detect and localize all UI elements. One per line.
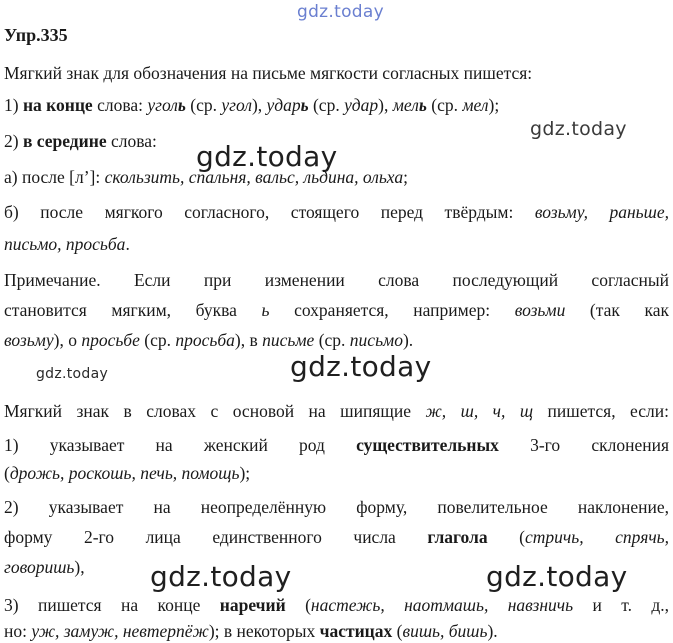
watermark: gdz.today <box>486 560 628 593</box>
rule2-item3-line1: 3) пишется на конце наречий (настежь, наотмашь, навзничь и т. д., <box>4 595 669 615</box>
rule1-item2b-line1: б) после мягкого согласного, стоящего перед твёрдым: возьму, раньше, <box>4 202 669 222</box>
rule2-item2-line1: 2) указывает на неопределённую форму, повелительное наклонение, <box>4 497 669 517</box>
rule2-item2-line2: форму 2-го лица единственного числа глагола (стричь, спрячь, <box>4 527 670 547</box>
watermark: gdz.today <box>36 366 109 382</box>
rule2-item1-line2: (дрожь, роскошь, печь, помощь); <box>4 463 251 483</box>
rule1-item1: 1) на конце слова: уголь (ср. угол), ударь (ср. удар), мель (ср. мел); <box>4 95 500 115</box>
rule2-item3-line2: но: уж, замуж, невтерпёж); в некоторых частицах (вишь, бишь). <box>4 621 498 641</box>
note-line2: становится мягким, буква ь сохраняется, например: возьми (так как <box>4 300 669 320</box>
rule2-intro: Мягкий знак в словах с основой на шипящие ж, ш, ч, щ пишется, если: <box>4 401 669 421</box>
watermark: gdz.today <box>150 560 292 593</box>
note-line1: Примечание. Если при изменении слова последующий согласный <box>4 270 669 290</box>
watermark: gdz.today <box>290 350 432 383</box>
rule1-item2b-line2: письмо, просьба. <box>4 234 130 254</box>
rule1-item2: 2) в середине слова: <box>4 131 157 151</box>
note-line3: возьму), о просьбе (ср. просьба), в письме (ср. письмо). <box>4 330 414 350</box>
rule1-intro: Мягкий знак для обозначения на письме мягкости согласных пишется: <box>4 63 533 83</box>
rule1-item2a: а) после [л’]: скользить, спальня, вальс, льдина, ольха; <box>4 167 408 187</box>
watermark: gdz.today <box>196 140 338 173</box>
watermark: gdz.today <box>297 2 384 22</box>
rule2-item2-line3: говоришь), <box>4 557 85 577</box>
rule2-item1-line1: 1) указывает на женский род существительных 3-го склонения <box>4 435 669 455</box>
watermark: gdz.today <box>530 118 627 140</box>
exercise-title: Упр.335 <box>4 25 68 45</box>
